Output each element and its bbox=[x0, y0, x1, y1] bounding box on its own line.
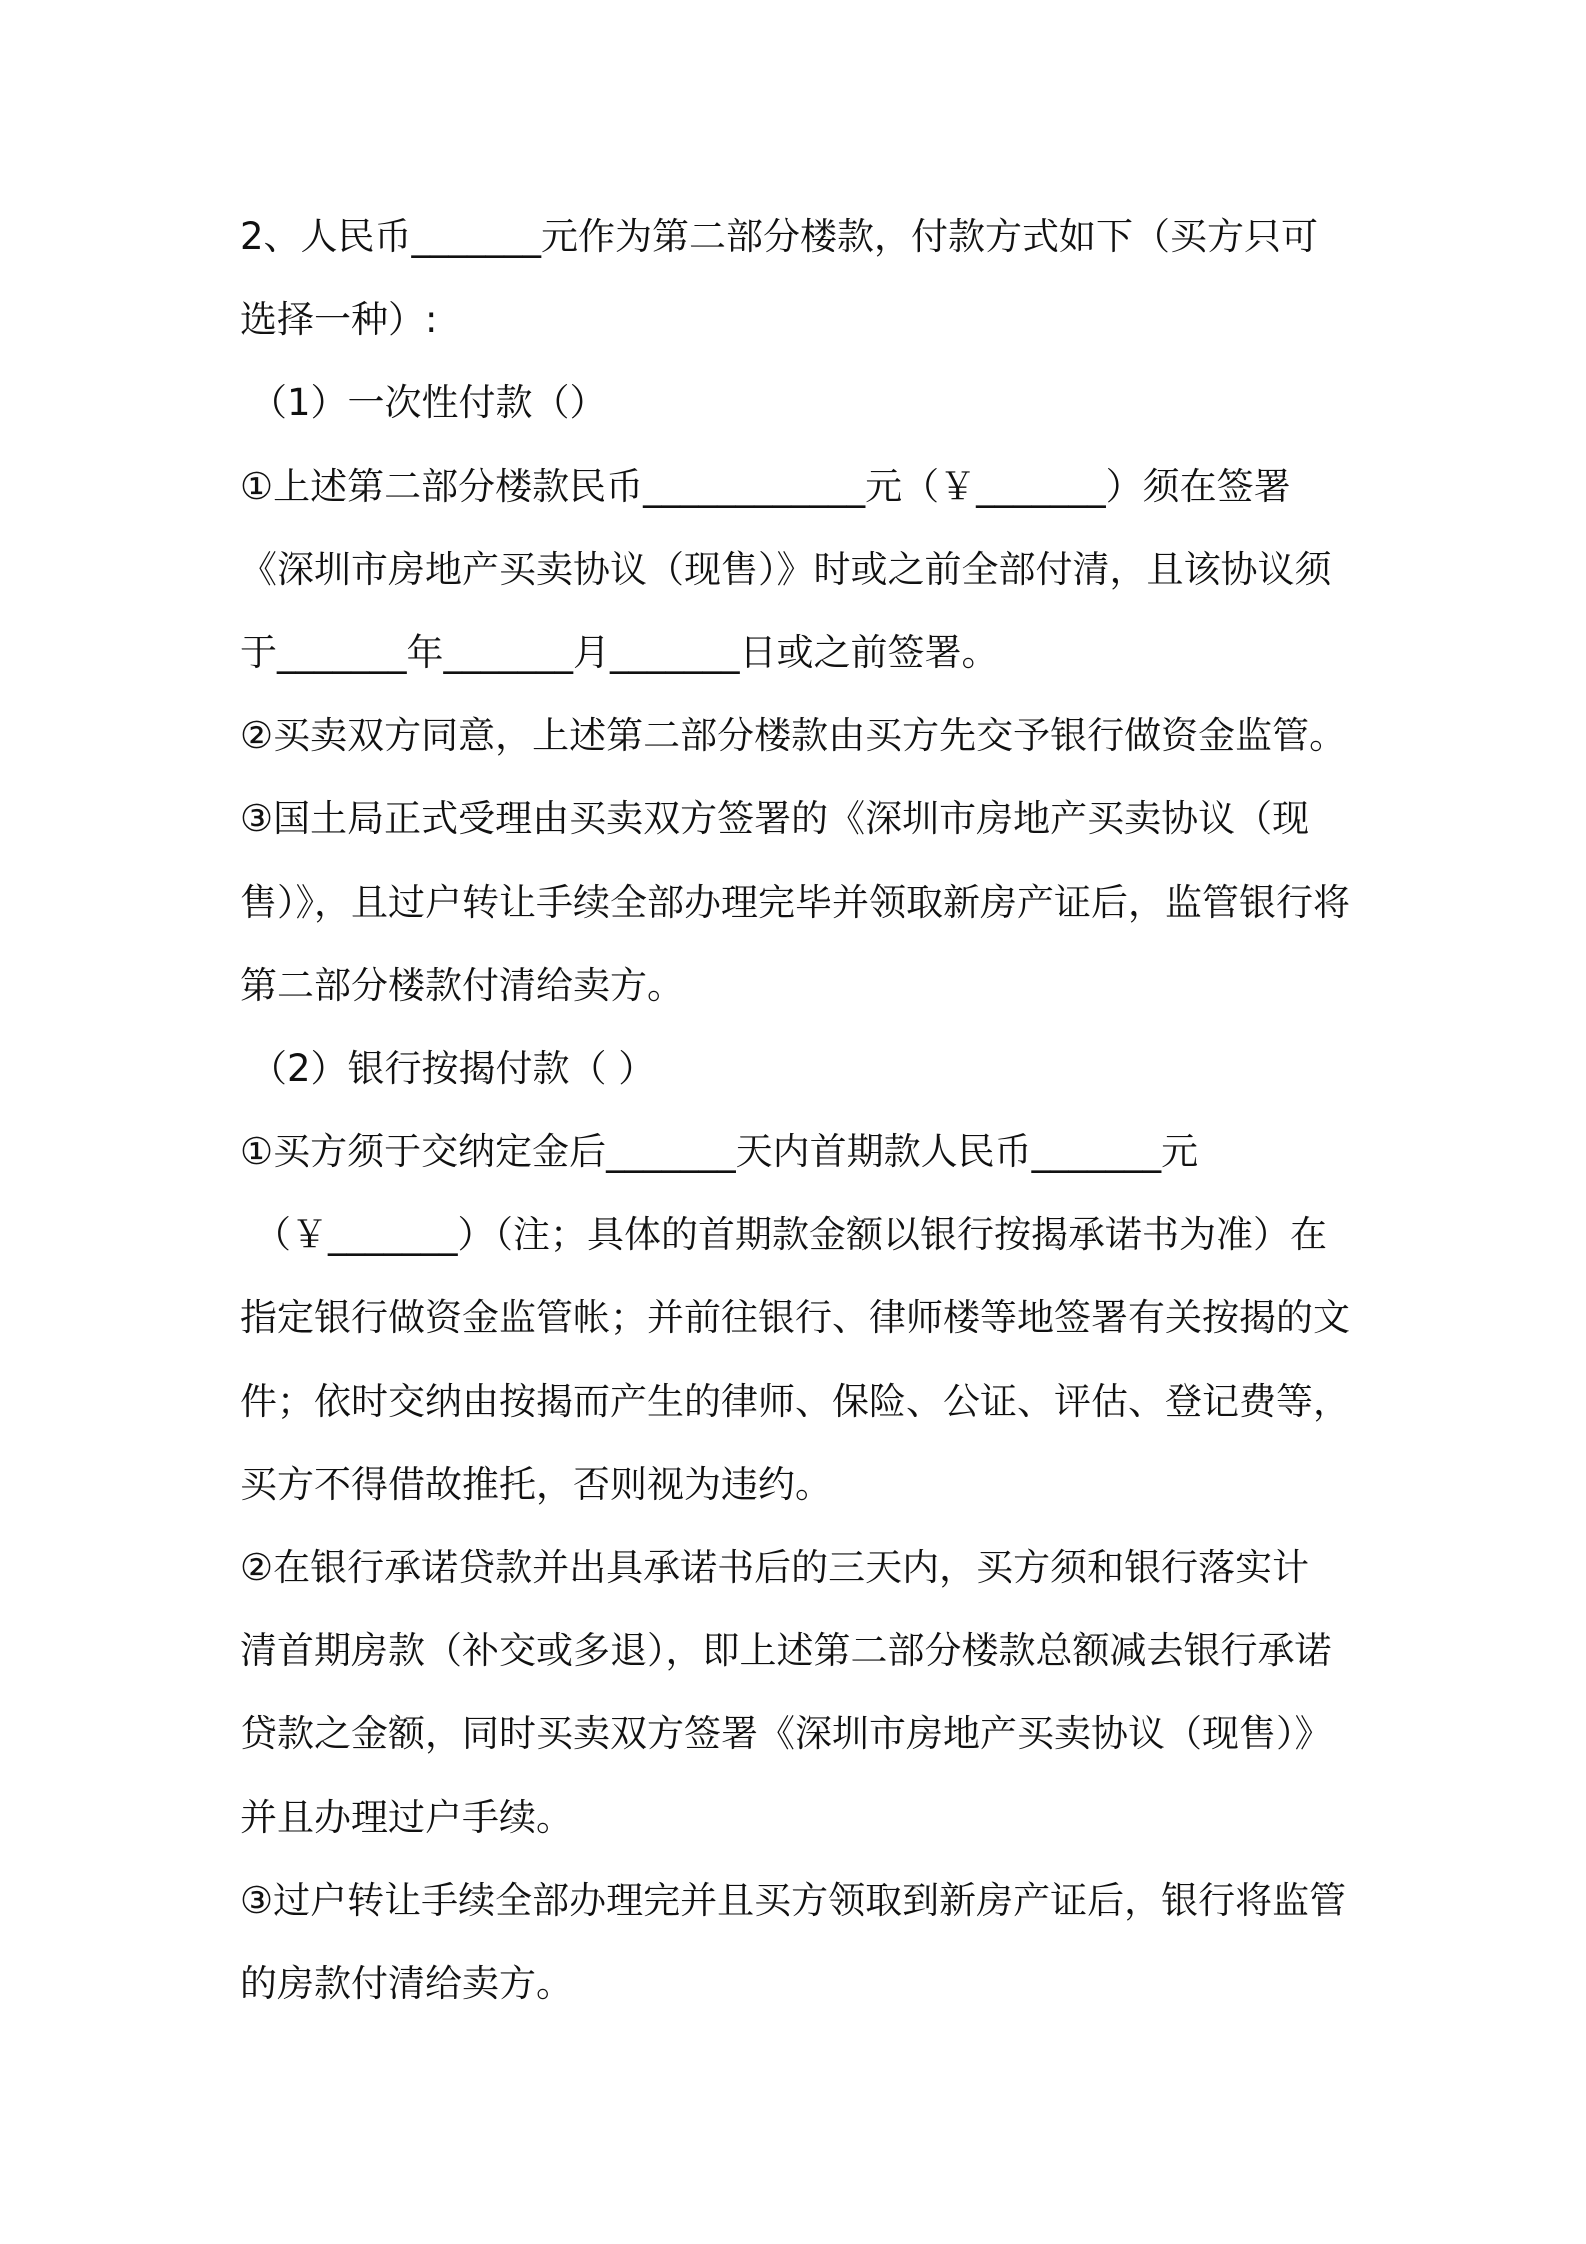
option-2-mortgage-heading: （2）银行按揭付款（ ） bbox=[250, 1046, 656, 1090]
option-2-item-3-line-2: 的房款付清给卖方。 bbox=[240, 1961, 573, 2005]
option-2-item-1-line-2: （￥_______）（注；具体的首期款金额以银行按揭承诺书为准）在 bbox=[254, 1213, 1327, 1257]
option-1-item-3-line-3: 第二部分楼款付清给卖方。 bbox=[240, 963, 684, 1007]
option-2-item-1-line-1: ①买方须于交纳定金后_______天内首期款人民币_______元 bbox=[240, 1130, 1199, 1174]
option-2-item-1-line-3: 指定银行做资金监管帐；并前往银行、律师楼等地签署有关按揭的文 bbox=[240, 1296, 1350, 1340]
clause-2-heading-line-1: 2、人民币_______元作为第二部分楼款，付款方式如下（买方只可 bbox=[240, 215, 1319, 258]
option-2-item-2-line-4: 并且办理过户手续。 bbox=[240, 1795, 573, 1839]
option-2-item-3-line-1: ③过户转让手续全部办理完并且买方领取到新房产证后，银行将监管 bbox=[240, 1878, 1347, 1922]
option-1-lump-sum-heading: （1）一次性付款（） bbox=[250, 381, 607, 425]
option-1-item-1-line-3: 于_______年_______月_______日或之前签署。 bbox=[240, 630, 999, 674]
option-1-item-3-line-2: 售）》，且过户转让手续全部办理完毕并领取新房产证后，监管银行将 bbox=[240, 880, 1350, 924]
document-body bbox=[240, 195, 1355, 2025]
option-1-item-2: ②买卖双方同意，上述第二部分楼款由买方先交予银行做资金监管。 bbox=[240, 714, 1347, 758]
option-2-item-2-line-2: 清首期房款（补交或多退），即上述第二部分楼款总额减去银行承诺 bbox=[240, 1629, 1332, 1673]
clause-2-heading-line-2: 选择一种）: bbox=[240, 298, 438, 342]
option-2-item-2-line-3: 贷款之金额，同时买卖双方签署《深圳市房地产买卖协议（现售）》 bbox=[240, 1712, 1332, 1756]
option-1-item-3-line-1: ③国土局正式受理由买卖双方签署的《深圳市房地产买卖协议（现 bbox=[240, 797, 1310, 841]
option-2-item-1-line-4: 件；依时交纳由按揭而产生的律师、保险、公证、评估、登记费等， bbox=[240, 1379, 1350, 1423]
option-1-item-1-line-1: ①上述第二部分楼款民币____________元（￥_______）须在签署 bbox=[240, 464, 1291, 508]
option-2-item-2-line-1: ②在银行承诺贷款并出具承诺书后的三天内，买方须和银行落实计 bbox=[240, 1546, 1310, 1589]
option-2-item-1-line-5: 买方不得借故推托，否则视为违约。 bbox=[240, 1462, 832, 1506]
option-1-item-1-line-2: 《深圳市房地产买卖协议（现售）》时或之前全部付清，且该协议须 bbox=[240, 547, 1332, 591]
